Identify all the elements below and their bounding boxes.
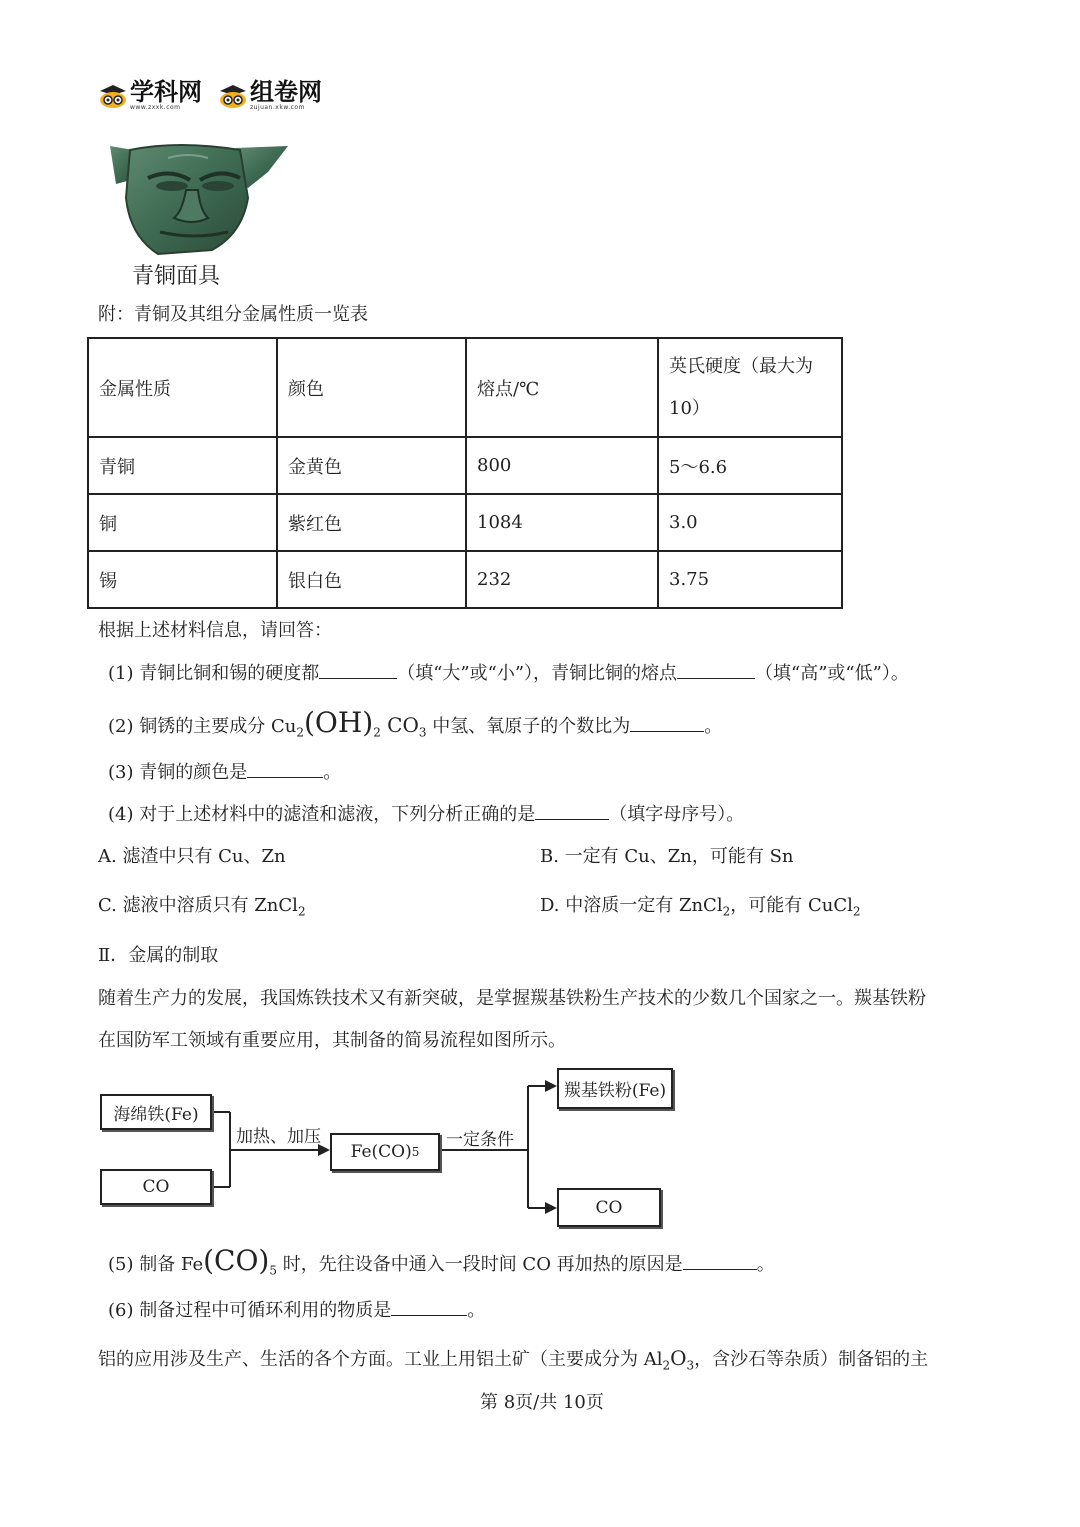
table-cell: 青铜 [88, 437, 277, 494]
question-1-text-b: （填“大”或“小”），青铜比铜的熔点 [397, 663, 678, 684]
flow-box-carbonyl-iron-powder: 羰基铁粉(Fe) [557, 1068, 673, 1109]
question-5-text-a: (5) 制备 Fe [108, 1254, 204, 1275]
subscript: 5 [411, 1145, 420, 1159]
question-1-text-c: （填“高”或“低”）。 [755, 663, 909, 684]
question-4-text-b: （填字母序号）。 [609, 804, 745, 825]
question-2-text-b: 中氢、氧原子的个数比为 [426, 716, 631, 737]
table-header-cell: 颜色 [277, 338, 466, 437]
option-a: A. 滤渣中只有 Cu、Zn [98, 846, 286, 867]
subscript: 2 [296, 725, 304, 740]
answer-blank [683, 1251, 757, 1270]
table-cell: 3.0 [658, 494, 842, 551]
formula-paren: (CO) [203, 1244, 270, 1277]
question-1-text-a: (1) 青铜比铜和锡的硬度都 [108, 663, 320, 684]
option-c-text: C. 滤液中溶质只有 ZnCl [98, 895, 298, 916]
flow-box-fe-co5-text: Fe(CO) [350, 1142, 412, 1162]
table-intro: 附：青铜及其组分金属性质一览表 [98, 304, 368, 325]
question-4-text-a: (4) 对于上述材料中的滤渣和滤液，下列分析正确的是 [108, 804, 536, 825]
flow-box-co-output: CO [557, 1188, 661, 1227]
question-6-text-b: 。 [467, 1300, 486, 1321]
question-5 [108, 1244, 775, 1288]
question-5-text-c: 。 [756, 1254, 775, 1275]
question-2-text-a: (2) 铜锈的主要成分 Cu [108, 716, 297, 737]
question-2-text-c: 。 [704, 716, 723, 737]
flow-label-heat-pressure: 加热、加压 [236, 1127, 321, 1147]
table-cell: 铜 [88, 494, 277, 551]
subscript: 2 [852, 904, 861, 919]
subscript: 5 [269, 1263, 277, 1278]
aluminum-paragraph [98, 1345, 928, 1379]
image-caption: 青铜面具 [132, 264, 221, 289]
section-2-paragraph-line2: 在国防军工领域有重要应用，其制备的简易流程如图所示。 [98, 1030, 566, 1051]
formula-paren: (OH) [303, 706, 374, 739]
subscript: 2 [297, 904, 306, 919]
table-cell: 800 [466, 437, 658, 494]
subscript: 2 [662, 1358, 671, 1373]
logo-zujuan-url: zujuan.xkw.com [250, 104, 305, 111]
question-lead: 根据上述材料信息，请回答： [98, 620, 332, 641]
question-5-text-b: 时，先往设备中通入一段时间 CO 再加热的原因是 [276, 1254, 683, 1275]
subscript: 2 [373, 725, 381, 740]
option-d-text-b: ，可能有 CuCl [730, 895, 853, 916]
table-header-hardness-line2: 10） [669, 397, 710, 419]
logo-zxxk-name: 学科网 [130, 78, 202, 106]
question-3-text-b: 。 [323, 762, 342, 783]
table-cell: 紫红色 [277, 494, 466, 551]
section-2-paragraph-line1: 随着生产力的发展，我国炼铁技术又有新突破，是掌握羰基铁粉生产技术的少数几个国家之一。羰基铁粉 [98, 988, 926, 1009]
flow-label-conditions: 一定条件 [446, 1130, 514, 1150]
question-3-text-a: (3) 青铜的颜色是 [108, 762, 248, 783]
table-header-cell: 金属性质 [88, 338, 277, 437]
table-cell: 232 [466, 551, 658, 608]
page-footer: 第 8页/共 10页 [480, 1392, 604, 1413]
subscript: 3 [418, 725, 427, 740]
option-b: B. 一定有 Cu、Zn，可能有 Sn [540, 846, 794, 867]
subscript: 2 [722, 904, 731, 919]
logo-zujuan-name: 组卷网 [250, 78, 322, 106]
table-header-cell: 熔点/℃ [466, 338, 658, 437]
subscript: 3 [686, 1358, 695, 1373]
table-cell: 银白色 [277, 551, 466, 608]
formula-o: O [670, 1346, 687, 1370]
table-cell: 锡 [88, 551, 277, 608]
table-cell: 3.75 [658, 551, 842, 608]
option-d-text-a: D. 中溶质一定有 ZnCl [540, 895, 723, 916]
section-2-title: Ⅱ．金属的制取 [98, 945, 219, 966]
flow-box-sponge-iron: 海绵铁(Fe) [100, 1094, 212, 1130]
table-cell: 金黄色 [277, 437, 466, 494]
answer-blank [391, 1297, 467, 1316]
logo-zxxk-url: www.zxxk.com [130, 104, 181, 111]
table-header-hardness-line1: 英氏硬度（最大为 [669, 355, 813, 377]
question-6 [108, 1297, 485, 1324]
aluminum-paragraph-text-a: 铝的应用涉及生产、生活的各个方面。工业上用铝土矿（主要成分为 Al [98, 1349, 663, 1370]
flow-box-co-input: CO [100, 1169, 212, 1205]
formula-co: CO [380, 713, 419, 737]
table-cell: 1084 [466, 494, 658, 551]
flow-box-fe-co5 [330, 1133, 440, 1171]
aluminum-paragraph-text-b: ，含沙石等杂质）制备铝的主 [694, 1349, 929, 1370]
table-cell: 5～6.6 [658, 437, 842, 494]
question-6-text-a: (6) 制备过程中可循环利用的物质是 [108, 1300, 392, 1321]
